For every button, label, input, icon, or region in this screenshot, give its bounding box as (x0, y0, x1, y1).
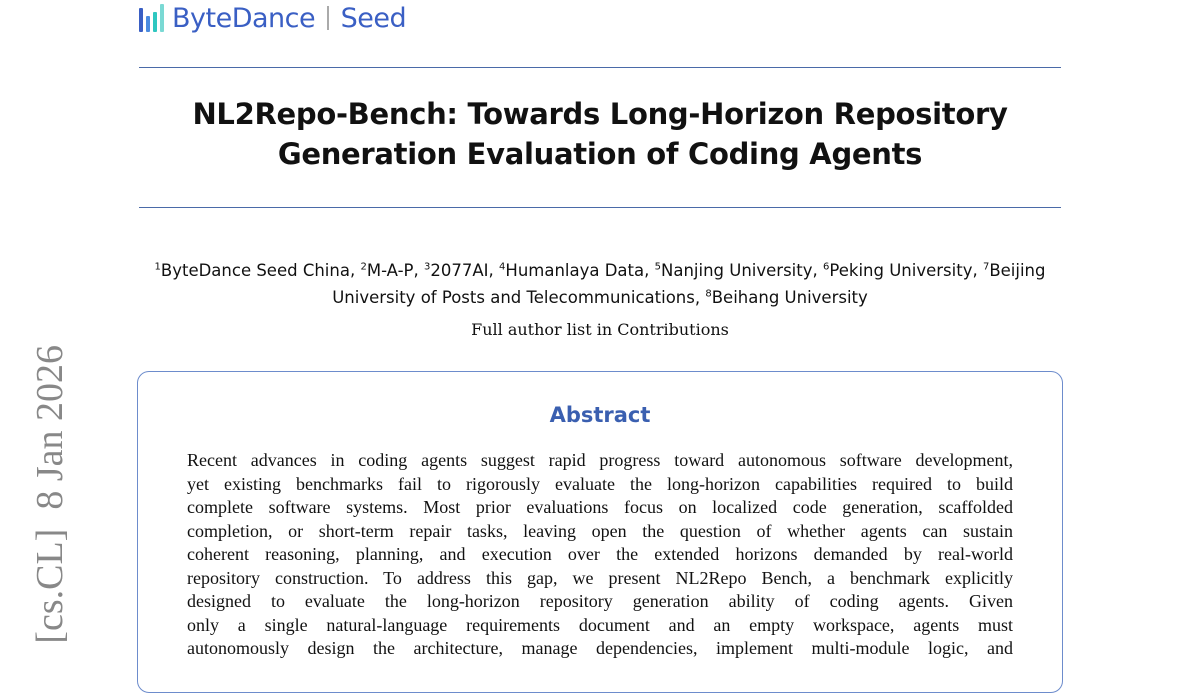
bytedance-seed-logo (139, 0, 406, 36)
logo-bar (146, 16, 150, 32)
affiliation-number: 6 (823, 261, 830, 272)
abstract-heading: Abstract (549, 403, 651, 427)
logo-bars-icon (139, 4, 164, 32)
title-line: Generation Evaluation of Coding Agents (277, 137, 923, 171)
affiliation-name: Beihang University (711, 288, 868, 307)
abstract-line: autonomously design the architecture, manage dependencies, implement multi-module logic, and (187, 638, 1013, 658)
bottom-rule (139, 207, 1061, 208)
affiliation (655, 261, 813, 280)
affiliation (499, 261, 644, 280)
affiliation-name: M-A-P (366, 260, 414, 280)
title-line: NL2Repo-Bench: Towards Long-Horizon Repository (192, 97, 1008, 131)
affiliation-name: Humanlaya Data (505, 260, 645, 280)
abstract-line: designed to evaluate the long-horizon repository generation ability of coding agents. Given (187, 591, 1013, 611)
affiliation (155, 261, 350, 280)
affiliation-number: 3 (424, 261, 431, 272)
affiliation (823, 261, 972, 280)
logo-bar (139, 8, 143, 32)
arxiv-stamp: [cs.CL] 8 Jan 2026 (29, 345, 71, 644)
abstract-line: yet existing benchmarks fail to rigorously evaluate the long-horizon capabilities required to build (187, 473, 1013, 494)
affiliation-number: 5 (654, 261, 662, 272)
affiliation-name: 2077AI (430, 260, 489, 280)
author-note: Full author list in Contributions (471, 320, 729, 339)
abstract-line: repository construction. To address this gap, we present NL2Repo Bench, a benchmark explicitly (187, 567, 1013, 588)
affiliation (424, 261, 489, 280)
affiliations: $^1$ByteDance Seed China, $^2$M-A-P, $^3$2077AI, $^4$Humanlaya Data, $^5$Nanjing University, $^6$Peking University, $^7$Beijing University of Posts and Telecommunications, $^8$Beihang University (154, 260, 1046, 307)
affiliation (360, 261, 413, 280)
affiliation (705, 288, 867, 307)
logo-divider (327, 6, 329, 30)
abstract-line: Recent advances in coding agents suggest rapid progress toward autonomous software development, (187, 450, 1013, 470)
logo-brand: ByteDance (172, 2, 316, 34)
paper-title (0, 94, 1200, 174)
logo-bar (160, 4, 164, 32)
affiliation-name: ByteDance Seed China (160, 260, 350, 280)
affiliation-name: Beijing University of Posts and Telecommunications (332, 260, 1046, 307)
affiliation-number: 8 (705, 288, 712, 300)
affiliation-number: 1 (154, 261, 161, 272)
affiliation-number: 7 (982, 261, 990, 272)
abstract-line: complete software systems. Most prior evaluations focus on localized code generation, scaffolded (187, 497, 1013, 517)
abstract-line: completion, or short-term repair tasks, leaving open the question of whether agents can sustain (187, 520, 1013, 541)
logo-product: Seed (340, 2, 407, 34)
affiliation-number: 4 (499, 261, 506, 272)
affiliation-number: 2 (360, 261, 367, 272)
abstract-body (187, 449, 1013, 661)
affiliation-name: Peking University (829, 260, 973, 280)
top-rule (139, 67, 1061, 68)
affiliation-name: Nanjing University (661, 260, 813, 280)
abstract-line: only a single natural-language requirements document and an empty workspace, agents must (187, 614, 1013, 635)
logo-bar (153, 12, 157, 32)
abstract-line: coherent reasoning, planning, and execution over the extended horizons demanded by real-world (187, 544, 1013, 564)
